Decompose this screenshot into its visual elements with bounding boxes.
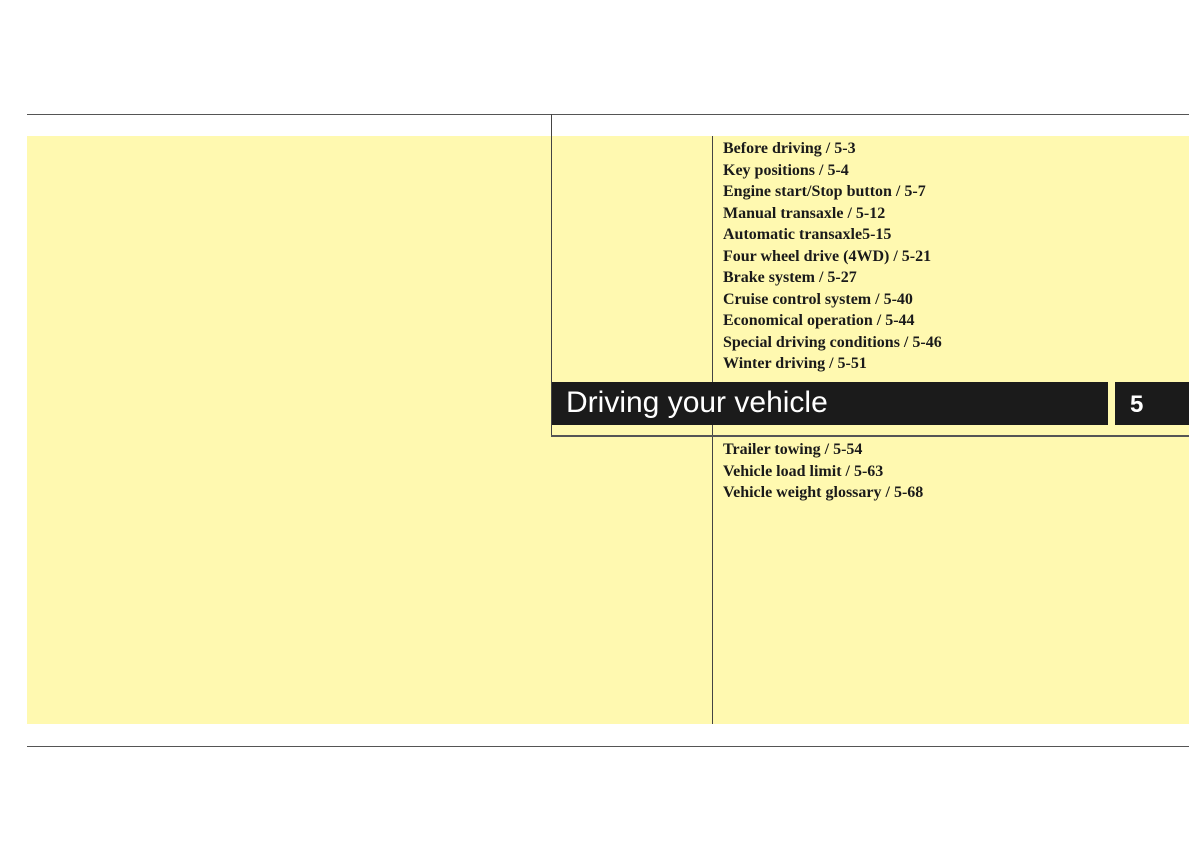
toc-item-before-driving[interactable]: Before driving / 5-3: [723, 140, 856, 157]
toc-item-economical-operation[interactable]: Economical operation / 5-44: [723, 312, 915, 329]
toc-item-vehicle-weight-glossary[interactable]: Vehicle weight glossary / 5-68: [723, 484, 924, 501]
toc-item-special-driving[interactable]: Special driving conditions / 5-46: [723, 333, 942, 351]
chapter-title: Driving your vehicle: [566, 386, 828, 419]
toc-item-four-wheel-drive[interactable]: Four wheel drive (4WD) / 5-21: [723, 247, 932, 265]
toc-item-manual-transaxle[interactable]: Manual transaxle / 5-12: [723, 204, 886, 222]
chapter-number-tab: [1115, 382, 1189, 425]
chapter-panel: [27, 136, 1189, 724]
chapter-title-bar: [552, 382, 1108, 425]
bottom-rule: [27, 746, 1189, 747]
toc-item-cruise-control[interactable]: Cruise control system / 5-40: [723, 290, 913, 308]
toc-item-key-positions[interactable]: Key positions / 5-4: [723, 161, 849, 179]
toc-item-vehicle-load-limit[interactable]: Vehicle load limit / 5-63: [723, 462, 884, 480]
toc-divider: [712, 136, 713, 724]
toc-item-engine-start-stop[interactable]: Engine start/Stop button / 5-7: [723, 183, 926, 200]
toc-item-automatic-transaxle[interactable]: Automatic transaxle5-15: [723, 226, 892, 243]
toc-item-winter-driving[interactable]: Winter driving / 5-51: [723, 355, 867, 372]
toc-list-upper: [723, 138, 942, 375]
chapter-bar-underline: [551, 435, 1189, 437]
chapter-number: 5: [1130, 391, 1144, 418]
top-rule: [27, 114, 1189, 115]
toc-list-lower: [723, 439, 923, 504]
toc-item-brake-system[interactable]: Brake system / 5-27: [723, 269, 857, 286]
toc-item-trailer-towing[interactable]: Trailer towing / 5-54: [723, 441, 863, 458]
